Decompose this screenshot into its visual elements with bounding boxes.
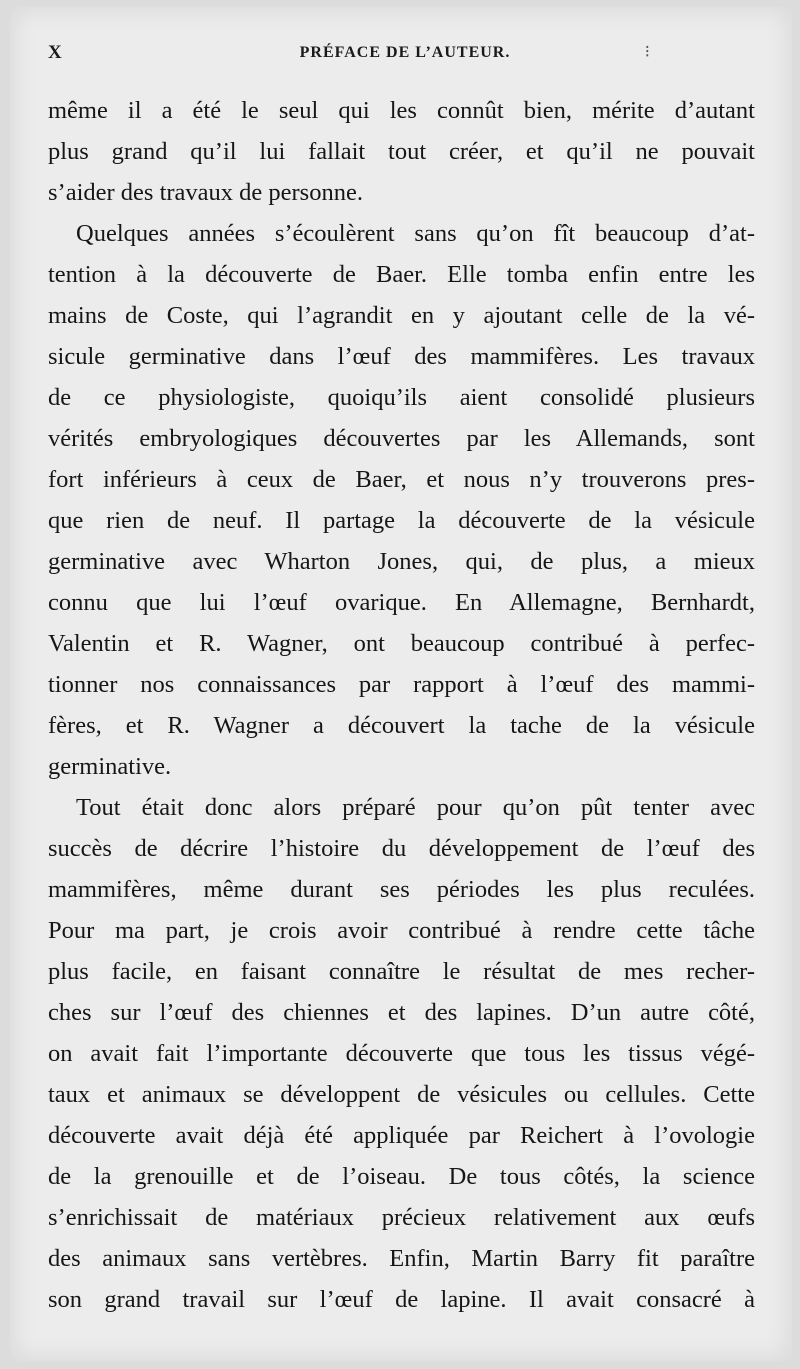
text-line: fères, et R. Wagner a découvert la tache de la vésicule xyxy=(48,712,755,739)
text-line: que rien de neuf. Il partage la découverte de la vésicule xyxy=(48,507,755,534)
text-line: germinative. xyxy=(48,753,172,780)
text-line: s’aider des travaux de personne. xyxy=(48,179,363,206)
running-title: PRÉFACE DE L’AUTEUR. xyxy=(299,44,511,61)
text-line: germinative avec Wharton Jones, qui, de plus, a mieux xyxy=(48,548,755,575)
text-line: ches sur l’œuf des chiennes et des lapines. D’un autre côté, xyxy=(48,999,755,1026)
text-line: vérités embryologiques découvertes par les Allemands, sont xyxy=(48,425,755,452)
text-line: découverte avait déjà été appliquée par Reichert à l’ovologie xyxy=(48,1122,755,1149)
text-line: des animaux sans vertèbres. Enfin, Martin Barry fit paraître xyxy=(48,1245,755,1272)
text-line: Pour ma part, je crois avoir contribué à rendre cette tâche xyxy=(48,917,755,944)
text-line: Quelques années s’écoulèrent sans qu’on fît beaucoup d’at- xyxy=(76,220,755,247)
text-line: plus grand qu’il lui fallait tout créer, et qu’il ne pouvait xyxy=(48,138,755,165)
margin-mark: ⁝ xyxy=(644,42,650,61)
text-line: tionner nos connaissances par rapport à l’œuf des mammi- xyxy=(48,671,755,698)
text-line: Tout était donc alors préparé pour qu’on pût tenter avec xyxy=(76,794,755,821)
book-page xyxy=(10,6,792,1362)
text-line: succès de décrire l’histoire du développement de l’œuf des xyxy=(48,835,755,862)
text-line: Valentin et R. Wagner, ont beaucoup contribué à perfec- xyxy=(48,630,755,657)
text-line: mains de Coste, qui l’agrandit en y ajoutant celle de la vé- xyxy=(48,302,755,329)
text-line: tention à la découverte de Baer. Elle tomba enfin entre les xyxy=(48,261,755,288)
text-line: on avait fait l’importante découverte que tous les tissus végé- xyxy=(48,1040,755,1067)
text-line: connu que lui l’œuf ovarique. En Allemagne, Bernhardt, xyxy=(48,589,755,616)
text-line: sicule germinative dans l’œuf des mammifères. Les travaux xyxy=(48,343,755,370)
text-line: plus facile, en faisant connaître le résultat de mes recher- xyxy=(48,958,755,985)
text-line: de ce physiologiste, quoiqu’ils aient consolidé plusieurs xyxy=(48,384,755,411)
text-line: fort inférieurs à ceux de Baer, et nous n’y trouverons pres- xyxy=(48,466,755,493)
body-text xyxy=(48,90,755,1320)
text-line: s’enrichissait de matériaux précieux relativement aux œufs xyxy=(48,1204,755,1231)
text-line: son grand travail sur l’œuf de lapine. Il avait consacré à xyxy=(48,1286,755,1313)
text-line: taux et animaux se développent de vésicules ou cellules. Cette xyxy=(48,1081,755,1108)
text-line: de la grenouille et de l’oiseau. De tous côtés, la science xyxy=(48,1163,755,1190)
text-line: mammifères, même durant ses périodes les plus reculées. xyxy=(48,876,755,903)
page-number: X xyxy=(48,42,62,63)
text-line: même il a été le seul qui les connût bien, mérite d’autant xyxy=(48,97,755,124)
page-header xyxy=(48,42,762,68)
